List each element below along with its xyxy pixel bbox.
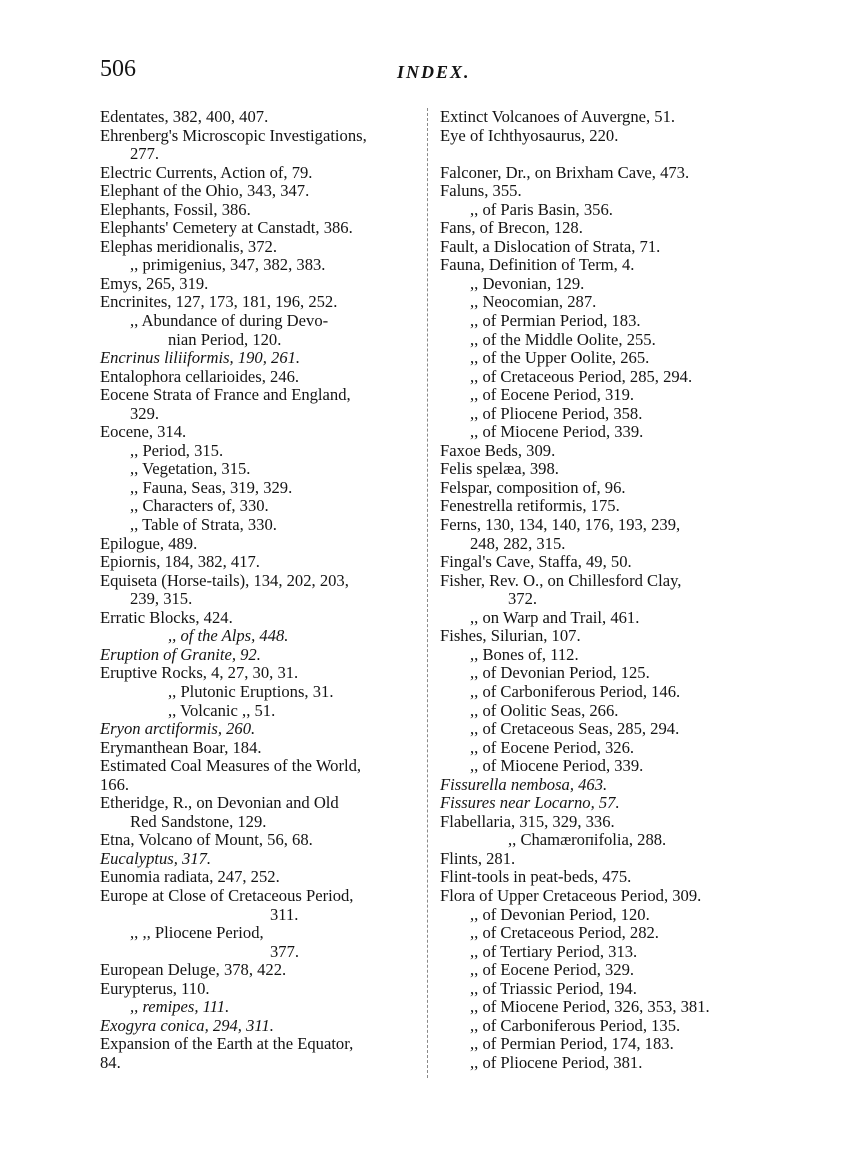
- index-entry-line: ,, of the Alps, 448.: [168, 626, 289, 646]
- index-entry-line: Expansion of the Earth at the Equator,: [100, 1034, 354, 1054]
- index-entry-line: Fingal's Cave, Staffa, 49, 50.: [440, 552, 632, 572]
- index-entry-line: Flora of Upper Cretaceous Period, 309.: [440, 885, 702, 905]
- index-entry-line: Fauna, Definition of Term, 4.: [440, 255, 635, 275]
- index-entry-line: ,, Bones of, 112.: [470, 644, 579, 664]
- index-entry-line: Electric Currents, Action of, 79.: [100, 162, 313, 182]
- index-entry-line: 239, 315.: [130, 589, 193, 609]
- index-entry-line: ,, Plutonic Eruptions, 31.: [168, 681, 334, 701]
- index-entry-line: ,, of Eocene Period, 319.: [470, 385, 635, 405]
- index-entry-line: ,, of Carboniferous Period, 135.: [470, 1015, 681, 1035]
- index-entry-line: ,, Chamærопifolia, 288.: [508, 830, 667, 850]
- index-entry-line: ,, Fauna, Seas, 319, 329.: [130, 477, 293, 497]
- index-entry-line: Eunomia radiata, 247, 252.: [100, 867, 280, 887]
- index-entry-line: ,, Characters of, 330.: [130, 496, 269, 516]
- index-entry-line: 277.: [130, 144, 160, 164]
- index-entry-line: Epiornis, 184, 382, 417.: [100, 552, 260, 572]
- index-entry-line: ,, Table of Strata, 330.: [130, 515, 277, 535]
- index-entry-line: ,, Volcanic ,, 51.: [168, 700, 276, 720]
- index-entry-line: Red Sandstone, 129.: [130, 811, 267, 831]
- index-entry-line: Fisher, Rev. O., on Chillesford Clay,: [440, 570, 682, 590]
- index-entry-line: Elephas meridionalis, 372.: [100, 236, 277, 256]
- index-entry-line: ,, Vegetation, 315.: [130, 459, 251, 479]
- index-entry-line: ,, of the Middle Oolite, 255.: [470, 329, 656, 349]
- index-entry-line: ,, of Devonian Period, 125.: [470, 663, 650, 683]
- index-entry-line: ,, of Permian Period, 174, 183.: [470, 1034, 674, 1054]
- index-entry-line: Encrinus liliiformis, 190, 261.: [100, 348, 301, 368]
- index-entry-line: ,, of Eocene Period, 329.: [470, 960, 635, 980]
- index-entry-line: ,, ,, Pliocene Period,: [130, 923, 264, 943]
- index-entry-line: Fishes, Silurian, 107.: [440, 626, 581, 646]
- index-entry-line: Eye of Ichthyosaurus, 220.: [440, 125, 619, 145]
- index-entry-line: 377.: [270, 941, 300, 961]
- index-entry-line: ,, of Pliocene Period, 381.: [470, 1052, 643, 1072]
- index-entry-line: Eocene, 314.: [100, 422, 187, 442]
- index-entry-line: Eurypterus, 110.: [100, 978, 210, 998]
- index-entry-line: Fissurella nembosa, 463.: [440, 774, 608, 794]
- index-entry-line: ,, of Permian Period, 183.: [470, 311, 641, 331]
- index-entry-line: Equiseta (Horse-tails), 134, 202, 203,: [100, 570, 349, 590]
- index-entry-line: ,, of Pliocene Period, 358.: [470, 403, 643, 423]
- index-entry-line: Faxoe Beds, 309.: [440, 440, 556, 460]
- index-entry-line: Elephant of the Ohio, 343, 347.: [100, 181, 310, 201]
- index-entry-line: Faluns, 355.: [440, 181, 522, 201]
- index-entry-line: nian Period, 120.: [168, 329, 282, 349]
- index-entry-line: Fans, of Brecon, 128.: [440, 218, 583, 238]
- index-entry-line: Falconer, Dr., on Brixham Cave, 473.: [440, 162, 690, 182]
- index-entry-line: Edentates, 382, 400, 407.: [100, 107, 269, 126]
- index-entry-line: ,, of Triassic Period, 194.: [470, 978, 637, 998]
- index-entry-line: Ehrenberg's Microscopic Investigations,: [100, 125, 367, 145]
- index-entry-line: 248, 282, 315.: [470, 533, 566, 553]
- index-entry-line: Emys, 265, 319.: [100, 273, 209, 293]
- index-entry-line: Etheridge, R., on Devonian and Old: [100, 793, 339, 813]
- index-entry-line: Erymanthean Boar, 184.: [100, 737, 262, 757]
- index-entry-line: Etna, Volcano of Mount, 56, 68.: [100, 830, 313, 850]
- index-entry-line: Elephants' Cemetery at Canstadt, 386.: [100, 218, 353, 238]
- index-entry-line: Entalophora cellarioides, 246.: [100, 366, 300, 386]
- index-entry-line: Estimated Coal Measures of the World,: [100, 756, 362, 776]
- index-entry-line: Eruption of Granite, 92.: [100, 644, 261, 664]
- index-entry-line: Felis spelæa, 398.: [440, 459, 559, 479]
- index-entry-line: ,, primigenius, 347, 382, 383.: [130, 255, 326, 275]
- index-entry-line: ,, Period, 315.: [130, 440, 224, 460]
- index-entry-line: Flabellaria, 315, 329, 336.: [440, 811, 615, 831]
- right-column: [440, 108, 756, 1072]
- index-entry-line: Ferns, 130, 134, 140, 176, 193, 239,: [440, 515, 681, 535]
- index-entry-line: 166.: [100, 774, 130, 794]
- index-entry-line: ,, of Miocene Period, 339.: [470, 756, 644, 776]
- index-entry-line: ,, of Tertiary Period, 313.: [470, 941, 638, 961]
- index-entry-line: ,, of Oolitic Seas, 266.: [470, 700, 619, 720]
- index-entry-line: Erratic Blocks, 424.: [100, 607, 233, 627]
- index-entry-line: ,, on Warp and Trail, 461.: [470, 607, 640, 627]
- index-entry-line: Fissures near Locarno, 57.: [440, 793, 620, 813]
- page-number: 506: [100, 56, 136, 82]
- left-column: [100, 108, 418, 1072]
- index-entry-line: 329.: [130, 403, 160, 423]
- index-entry-line: ,, of Eocene Period, 326.: [470, 737, 635, 757]
- index-entry-line: Extinct Volcanoes of Auvergne, 51.: [440, 107, 676, 126]
- index-entry-line: Eocene Strata of France and England,: [100, 385, 351, 405]
- index-entry-line: 372.: [508, 589, 538, 609]
- index-entry-line: ,, of the Upper Oolite, 265.: [470, 348, 650, 368]
- index-entry-line: Europe at Close of Cretaceous Period,: [100, 885, 354, 905]
- index-entry-line: European Deluge, 378, 422.: [100, 960, 287, 980]
- index-entry-line: ,, remipes, 111.: [130, 997, 230, 1017]
- index-entry-line: ,, Devonian, 129.: [470, 273, 585, 293]
- running-head: INDEX.: [397, 62, 471, 82]
- index-entry-line: Encrinites, 127, 173, 181, 196, 252.: [100, 292, 338, 312]
- index-entry-line: ,, of Devonian Period, 120.: [470, 904, 650, 924]
- index-entry-line: [440, 145, 756, 164]
- index-entry-line: Epilogue, 489.: [100, 533, 198, 553]
- index-entry-line: ,, Abundance of during Devo-: [130, 311, 329, 331]
- index-entry-line: ,, of Miocene Period, 326, 353, 381.: [470, 997, 710, 1017]
- index-entry-line: Eruptive Rocks, 4, 27, 30, 31.: [100, 663, 299, 683]
- index-entry-line: Eryon arctiformis, 260.: [100, 719, 256, 739]
- index-entry-line: Exogyra conica, 294, 311.: [100, 1015, 274, 1035]
- index-entry-line: ,, of Paris Basin, 356.: [470, 199, 613, 219]
- index-entry-line: ,, of Carboniferous Period, 146.: [470, 681, 681, 701]
- index-entry-line: Flints, 281.: [440, 848, 516, 868]
- index-entry-line: Eucalyptus, 317.: [100, 848, 212, 868]
- index-entry-line: Elephants, Fossil, 386.: [100, 199, 251, 219]
- index-entry-line: Flint-tools in peat-beds, 475.: [440, 867, 632, 887]
- index-entry-line: Fenestrella retiformis, 175.: [440, 496, 620, 516]
- index-entry-line: ,, of Cretaceous Seas, 285, 294.: [470, 719, 680, 739]
- index-entry-line: ,, Neocomian, 287.: [470, 292, 597, 312]
- index-entry-line: Fault, a Dislocation of Strata, 71.: [440, 236, 661, 256]
- index-entry-line: ,, of Cretaceous Period, 285, 294.: [470, 366, 693, 386]
- index-entry-line: Felspar, composition of, 96.: [440, 477, 626, 497]
- index-entry-line: ,, of Miocene Period, 339.: [470, 422, 644, 442]
- index-entry-line: 311.: [270, 904, 299, 924]
- column-divider: [427, 108, 428, 1078]
- index-entry-line: ,, of Cretaceous Period, 282.: [470, 923, 659, 943]
- index-entry-line: 84.: [100, 1052, 121, 1072]
